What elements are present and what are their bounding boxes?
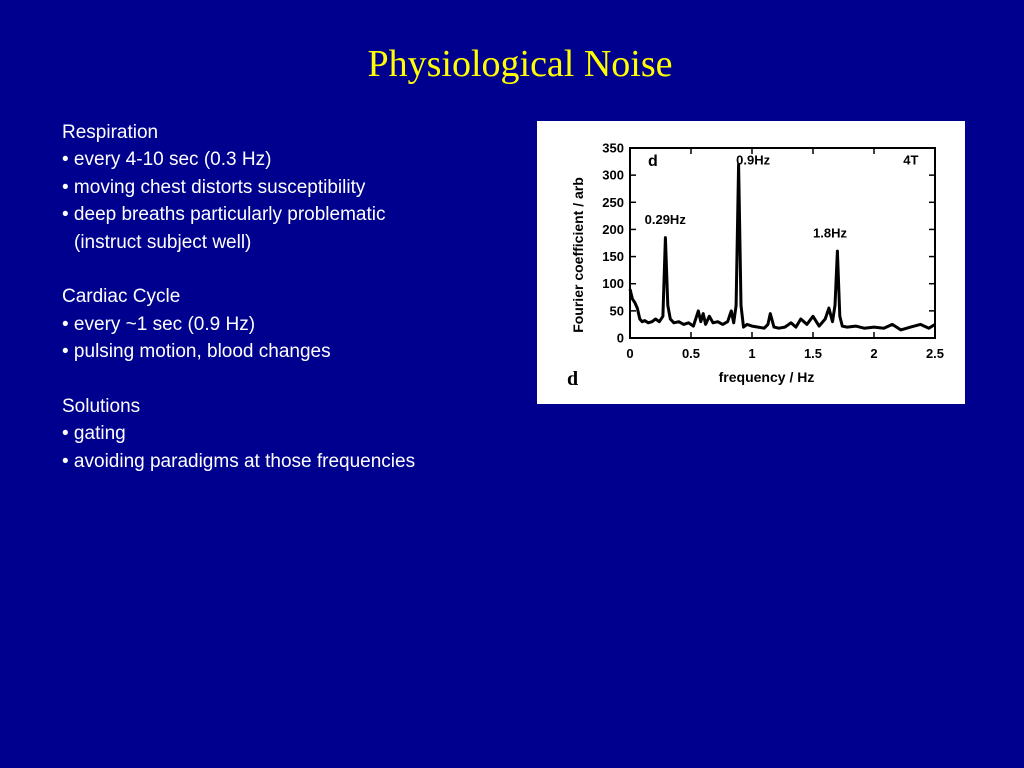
y-tick-label: 50 [609,303,624,319]
bullet-item: • every ~1 sec (0.9 Hz) [62,313,256,335]
bullet-item: • avoiding paradigms at those frequencies [62,450,416,472]
plot-frame [630,148,935,338]
y-tick-label: 350 [602,140,624,156]
x-tick-label: 0 [626,346,634,361]
bullet-continuation: (instruct subject well) [74,231,252,253]
section-heading: Cardiac Cycle [62,286,181,308]
spectrum-series-line [630,164,935,330]
bullet-item: • deep breaths particularly problematic [62,204,386,226]
bullet-item: • pulsing motion, blood changes [62,341,331,363]
y-tick-label: 0 [616,330,624,346]
y-tick-label: 100 [602,276,624,292]
section-solutions [62,393,522,475]
x-tick-label: 1.5 [803,346,823,361]
slide-body [62,119,522,503]
x-tick-label: 2 [870,346,878,361]
y-tick-label: 150 [602,249,624,265]
bullet-item: • moving chest distorts susceptibility [62,176,366,198]
figure-caption-label: d [567,368,579,390]
section-heading: Solutions [62,396,141,418]
bullet-item: • every 4-10 sec (0.3 Hz) [62,149,272,171]
panel-label: d [648,153,658,170]
peak-annotation: 0.9Hz [736,152,771,168]
peak-annotation: 4T [903,152,919,168]
slide-title: Physiological Noise [367,43,673,85]
spectrum-figure [537,121,965,404]
x-tick-label: 1 [748,346,756,361]
x-tick-label: 0.5 [681,346,701,361]
bullet-item: • gating [62,423,126,445]
section-cardiac-cycle [62,283,522,365]
peak-annotation: 0.29Hz [644,212,686,227]
y-tick-label: 300 [602,167,624,183]
y-axis-title: Fourier coefficient / arb [570,177,586,333]
peak-annotation: 1.8Hz [813,225,847,241]
section-respiration [62,119,522,256]
spectrum-chart [537,121,965,404]
y-tick-label: 200 [602,221,624,237]
section-heading: Respiration [62,122,159,143]
y-tick-label: 250 [602,194,624,210]
x-tick-label: 2.5 [925,346,945,361]
x-axis-title: frequency / Hz [718,369,815,385]
